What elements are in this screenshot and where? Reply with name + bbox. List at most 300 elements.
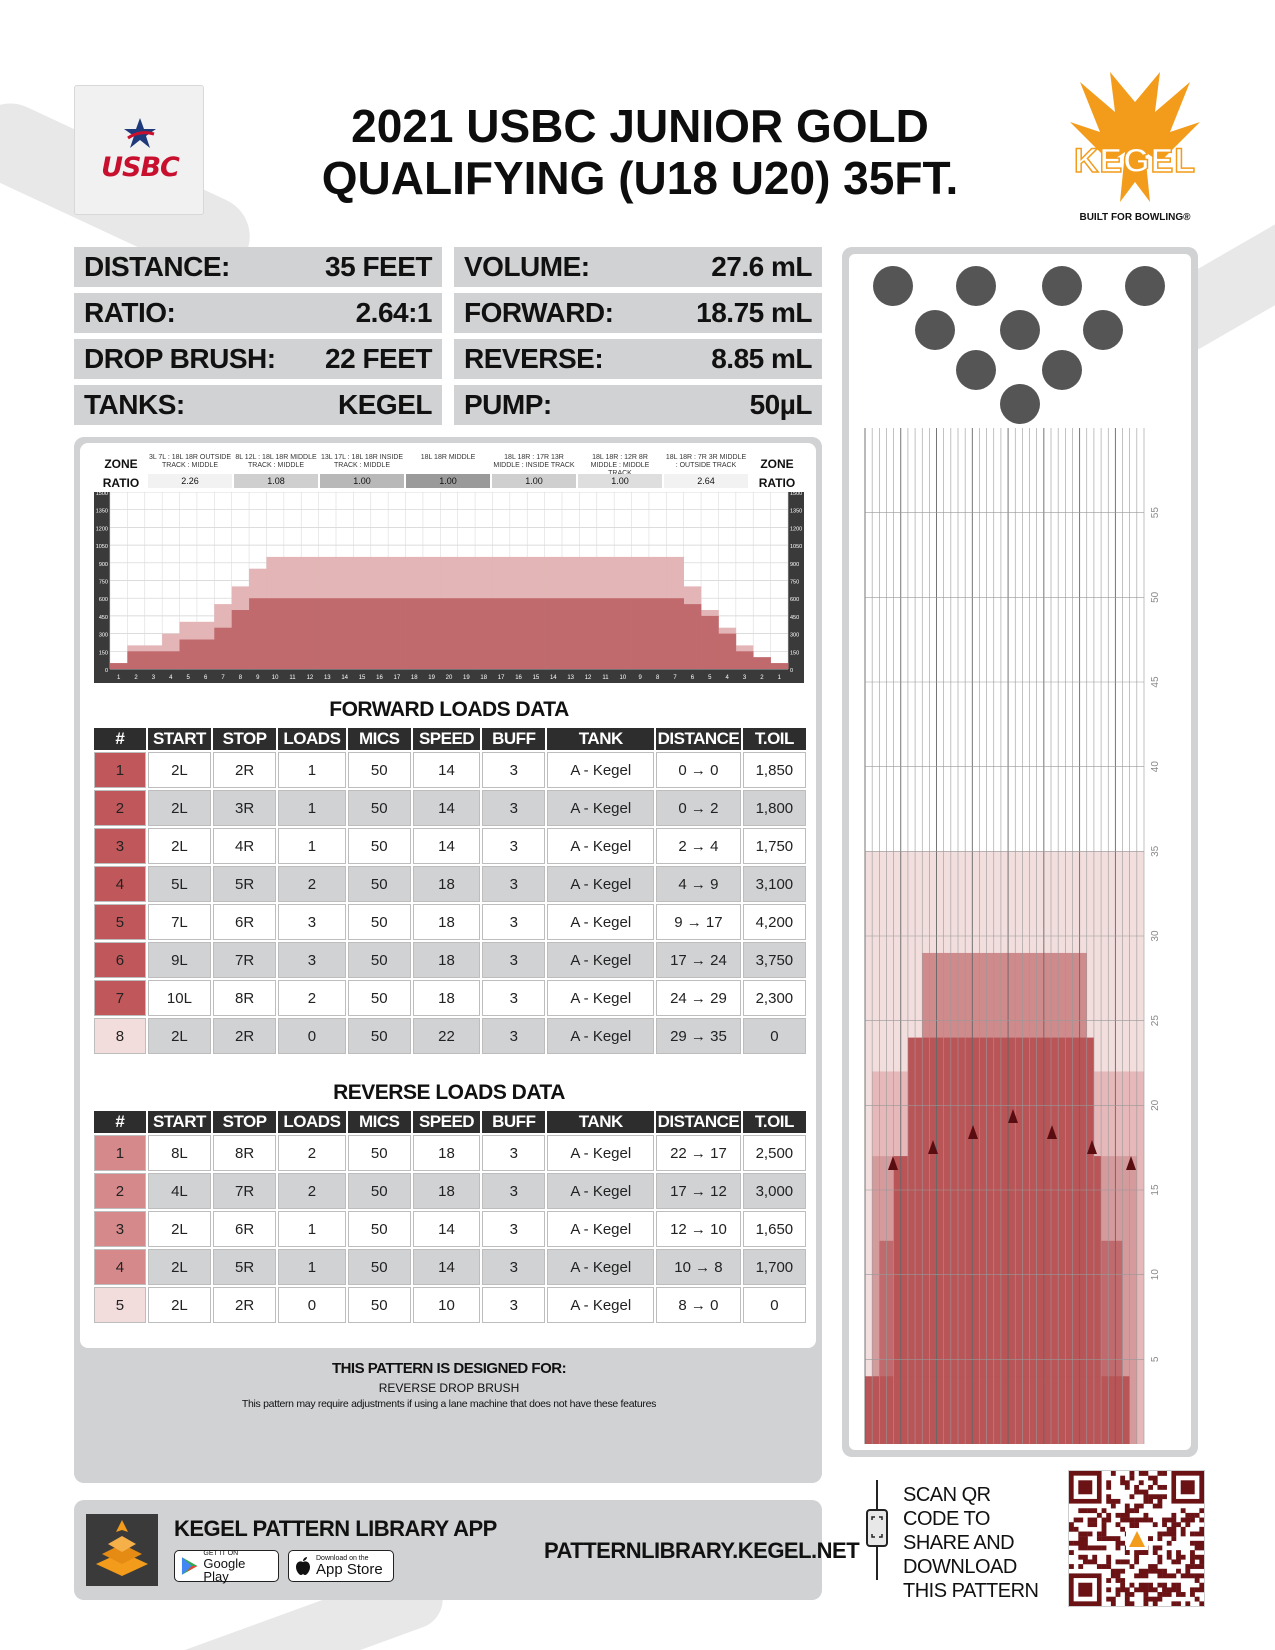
row-number: 2 — [94, 790, 146, 826]
y-tick-label: 450 — [98, 614, 108, 621]
x-tick-label: 3 — [151, 675, 156, 681]
table-cell: 17 → 12 — [656, 1173, 741, 1209]
y-tick-label: 1500 — [790, 492, 803, 497]
reverse-loads-title: REVERSE LOADS DATA — [333, 1081, 565, 1104]
title-line-1: 2021 USBC JUNIOR GOLD — [351, 100, 929, 152]
table-header: SPEED — [413, 1111, 480, 1133]
qr-module — [1116, 1545, 1121, 1550]
app-store-big: App Store — [316, 1561, 383, 1578]
foot-label: 5 — [1150, 1356, 1161, 1363]
app-title: KEGEL PATTERN LIBRARY APP — [174, 1516, 497, 1541]
row-number: 4 — [94, 1249, 146, 1285]
designed-for-feature: REVERSE DROP BRUSH — [378, 1381, 520, 1395]
qr-module — [1130, 1508, 1135, 1513]
table-cell: 3,100 — [743, 866, 806, 902]
table-cell: 3,750 — [743, 942, 806, 978]
pin-icon — [1000, 310, 1040, 350]
qr-module — [1171, 1601, 1176, 1606]
qr-module — [1181, 1573, 1186, 1578]
foot-label: 45 — [1150, 676, 1161, 688]
table-cell: 2 — [278, 866, 345, 902]
pin-icon — [915, 310, 955, 350]
qr-module — [1176, 1559, 1181, 1564]
qr-module — [1162, 1583, 1167, 1588]
qr-module — [1102, 1532, 1107, 1537]
qr-module — [1199, 1601, 1204, 1606]
x-tick-label: 14 — [341, 675, 349, 681]
qr-module — [1167, 1541, 1172, 1546]
qr-module — [1199, 1532, 1204, 1537]
qr-module — [1111, 1569, 1116, 1574]
qr-module — [1125, 1508, 1130, 1513]
x-tick-label: 15 — [532, 675, 540, 681]
qr-module — [1181, 1508, 1186, 1513]
qr-module — [1162, 1471, 1167, 1476]
y-tick-label: 750 — [98, 579, 108, 586]
qr-module — [1143, 1573, 1148, 1578]
qr-module — [1143, 1597, 1148, 1602]
table-cell: A - Kegel — [547, 1018, 654, 1054]
table-cell: 14 — [413, 790, 480, 826]
ratio-label-right: RATIO — [758, 476, 796, 490]
qr-module — [1162, 1592, 1167, 1597]
qr-module — [1083, 1545, 1088, 1550]
pin-icon — [956, 350, 996, 390]
qr-module — [1153, 1550, 1158, 1555]
ratio-label-left: RATIO — [102, 476, 140, 490]
chart-bar-forward — [214, 628, 232, 669]
qr-module — [1125, 1550, 1130, 1555]
table-cell: A - Kegel — [547, 1249, 654, 1285]
qr-module — [1106, 1578, 1111, 1583]
table-cell: 4R — [213, 828, 276, 864]
chart-bar-forward — [614, 598, 632, 669]
chart-bar-forward — [162, 651, 180, 669]
google-play-button[interactable] — [174, 1550, 279, 1582]
chart-bar-forward — [527, 598, 545, 669]
stat-volume: VOLUME: 27.6 mL — [454, 247, 822, 287]
table-cell: 2R — [213, 1287, 276, 1323]
qr-module — [1097, 1513, 1102, 1518]
table-cell: 0 — [743, 1018, 806, 1054]
chart-bar-forward — [701, 616, 719, 669]
table-header: TANK — [547, 1111, 654, 1133]
qr-module — [1167, 1550, 1172, 1555]
y-tick-label: 1350 — [790, 508, 803, 515]
y-tick-label: 150 — [790, 650, 800, 657]
table-cell: 0 — [278, 1287, 345, 1323]
table-header: BUFF — [482, 1111, 545, 1133]
qr-module — [1148, 1476, 1153, 1481]
qr-module — [1139, 1480, 1144, 1485]
qr-module — [1092, 1545, 1097, 1550]
qr-module — [1106, 1564, 1111, 1569]
qr-module — [1148, 1518, 1153, 1523]
pin-icon — [873, 266, 913, 306]
table-cell: 3 — [278, 904, 345, 940]
kegel-logo — [1060, 72, 1210, 232]
y-tick-label: 600 — [790, 597, 800, 604]
y-tick-label: 150 — [98, 650, 108, 657]
qr-module — [1195, 1587, 1200, 1592]
qr-module — [1157, 1536, 1162, 1541]
row-number: 4 — [94, 866, 146, 902]
qr-module — [1153, 1522, 1158, 1527]
qr-module — [1083, 1508, 1088, 1513]
table-cell: 2R — [213, 1018, 276, 1054]
qr-module — [1097, 1564, 1102, 1569]
designed-for-title: THIS PATTERN IS DESIGNED FOR: — [331, 1360, 567, 1377]
qr-module — [1190, 1592, 1195, 1597]
qr-module — [1125, 1601, 1130, 1606]
foot-label: 20 — [1150, 1099, 1161, 1111]
qr-module — [1120, 1559, 1125, 1564]
qr-module — [1153, 1545, 1158, 1550]
qr-module — [1171, 1527, 1176, 1532]
table-row — [94, 904, 806, 940]
stat-drop-brush: DROP BRUSH: 22 FEET — [74, 339, 442, 379]
row-number: 7 — [94, 980, 146, 1016]
app-logo-icon — [86, 1514, 158, 1586]
qr-module — [1185, 1573, 1190, 1578]
qr-module — [1078, 1508, 1083, 1513]
qr-module — [1088, 1518, 1093, 1523]
usbc-logo-text: USBC — [101, 152, 179, 183]
table-cell: 10 → 8 — [656, 1249, 741, 1285]
designed-for-section — [94, 1360, 804, 1410]
table-cell: 9L — [148, 942, 211, 978]
table-cell: 22 — [413, 1018, 480, 1054]
qr-module — [1130, 1494, 1135, 1499]
table-cell: 6R — [213, 1211, 276, 1247]
apple-icon — [295, 1556, 311, 1576]
qr-module — [1083, 1536, 1088, 1541]
qr-module — [1162, 1587, 1167, 1592]
table-cell: 50 — [348, 1287, 411, 1323]
chart-bar-forward — [597, 598, 615, 669]
qr-module — [1120, 1480, 1125, 1485]
table-cell: 18 — [413, 1173, 480, 1209]
x-tick-label: 10 — [271, 675, 279, 681]
qr-module — [1134, 1485, 1139, 1490]
qr-module — [1167, 1592, 1172, 1597]
qr-module — [1069, 1522, 1074, 1527]
table-cell: 4,200 — [743, 904, 806, 940]
row-number: 2 — [94, 1173, 146, 1209]
qr-module — [1134, 1573, 1139, 1578]
pin-icon — [1042, 350, 1082, 390]
table-cell: 3 — [482, 752, 545, 788]
chart-bar-forward — [110, 663, 128, 669]
pin-icon — [956, 266, 996, 306]
chart-bar-forward — [423, 598, 441, 669]
chart-bar-forward — [771, 663, 789, 669]
qr-finder — [1078, 1480, 1092, 1494]
qr-module — [1143, 1471, 1148, 1476]
table-cell: 5R — [213, 1249, 276, 1285]
table-cell: 5L — [148, 866, 211, 902]
qr-module — [1195, 1545, 1200, 1550]
zone-description: 8L 12L : 18L 18R MIDDLE TRACK : MIDDLE — [235, 454, 317, 469]
table-cell: 7R — [213, 1173, 276, 1209]
qr-module — [1167, 1527, 1172, 1532]
table-cell: 2L — [148, 1018, 211, 1054]
qr-module — [1176, 1587, 1181, 1592]
qr-module — [1134, 1522, 1139, 1527]
qr-module — [1083, 1555, 1088, 1560]
qr-module — [1143, 1518, 1148, 1523]
qr-module — [1185, 1513, 1190, 1518]
x-tick-label: 18 — [480, 675, 488, 681]
table-cell: 1,800 — [743, 790, 806, 826]
qr-module — [1195, 1573, 1200, 1578]
qr-module — [1157, 1504, 1162, 1509]
x-tick-label: 19 — [428, 675, 435, 681]
qr-module — [1153, 1480, 1158, 1485]
table-header: # — [94, 728, 146, 750]
qr-module — [1148, 1499, 1153, 1504]
table-cell: 4L — [148, 1173, 211, 1209]
table-cell: 8 → 0 — [656, 1287, 741, 1323]
chart-bar-forward — [319, 598, 337, 669]
qr-module — [1157, 1569, 1162, 1574]
table-cell: A - Kegel — [547, 904, 654, 940]
google-play-small: GET IT ON — [203, 1549, 239, 1557]
y-tick-label: 1200 — [790, 526, 803, 533]
qr-module — [1083, 1532, 1088, 1537]
usbc-star-icon — [122, 116, 158, 150]
qr-code-icon — [1069, 1471, 1204, 1606]
table-cell: 2L — [148, 752, 211, 788]
table-cell: 3 — [482, 790, 545, 826]
reverse-loads-table — [92, 1109, 808, 1325]
x-tick-label: 3 — [742, 675, 747, 681]
table-cell: 3 — [482, 1287, 545, 1323]
table-cell: 2 — [278, 980, 345, 1016]
qr-module — [1078, 1518, 1083, 1523]
table-cell: 50 — [348, 1173, 411, 1209]
qr-module — [1120, 1527, 1125, 1532]
table-cell: 3R — [213, 790, 276, 826]
qr-module — [1157, 1494, 1162, 1499]
qr-module — [1130, 1601, 1135, 1606]
table-cell: 50 — [348, 790, 411, 826]
qr-module — [1176, 1592, 1181, 1597]
qr-module — [1111, 1499, 1116, 1504]
table-cell: A - Kegel — [547, 828, 654, 864]
qr-module — [1148, 1587, 1153, 1592]
table-cell: 2L — [148, 1249, 211, 1285]
qr-module — [1157, 1545, 1162, 1550]
x-tick-label: 6 — [690, 675, 695, 681]
qr-module — [1143, 1601, 1148, 1606]
qr-module — [1195, 1513, 1200, 1518]
qr-module — [1125, 1559, 1130, 1564]
qr-module — [1102, 1518, 1107, 1523]
x-tick-label: 8 — [238, 675, 243, 681]
x-tick-label: 4 — [725, 675, 729, 681]
qr-module — [1074, 1518, 1079, 1523]
qr-module — [1139, 1569, 1144, 1574]
table-row — [94, 828, 806, 864]
qr-module — [1139, 1504, 1144, 1509]
zone-ratio-value: 1.00 — [578, 474, 662, 488]
qr-module — [1111, 1504, 1116, 1509]
chart-bar-forward — [684, 604, 702, 669]
zone-ratio-value: 1.08 — [234, 474, 318, 488]
qr-module — [1148, 1564, 1153, 1569]
qr-module — [1088, 1532, 1093, 1537]
x-tick-label: 17 — [497, 675, 505, 681]
qr-module — [1134, 1559, 1139, 1564]
qr-module — [1125, 1480, 1130, 1485]
qr-module — [1106, 1485, 1111, 1490]
table-cell: 1 — [278, 1249, 345, 1285]
table-cell: 10L — [148, 980, 211, 1016]
qr-module — [1078, 1536, 1083, 1541]
qr-module — [1088, 1522, 1093, 1527]
foot-label: 30 — [1150, 930, 1161, 942]
table-header: STOP — [213, 1111, 276, 1133]
table-cell: 50 — [348, 866, 411, 902]
table-row — [94, 1135, 806, 1171]
chart-bar-forward — [266, 598, 284, 669]
table-row — [94, 1249, 806, 1285]
x-tick-label: 11 — [602, 675, 609, 681]
qr-module — [1176, 1569, 1181, 1574]
table-cell: 2,300 — [743, 980, 806, 1016]
qr-module — [1171, 1532, 1176, 1537]
table-header: # — [94, 1111, 146, 1133]
row-number: 5 — [94, 904, 146, 940]
chart-bar-forward — [666, 598, 684, 669]
google-play-big: Google Play — [203, 1555, 246, 1584]
qr-module — [1167, 1555, 1172, 1560]
qr-finder — [1181, 1480, 1195, 1494]
qr-module — [1162, 1569, 1167, 1574]
qr-module — [1074, 1527, 1079, 1532]
chart-bar-forward — [718, 634, 736, 669]
qr-module — [1199, 1527, 1204, 1532]
qr-module — [1097, 1536, 1102, 1541]
qr-module — [1171, 1559, 1176, 1564]
qr-module — [1162, 1522, 1167, 1527]
qr-module — [1171, 1573, 1176, 1578]
qr-module — [1195, 1532, 1200, 1537]
qr-module — [1092, 1522, 1097, 1527]
qr-module — [1078, 1545, 1083, 1550]
qr-module — [1157, 1499, 1162, 1504]
table-cell: 2 → 4 — [656, 828, 741, 864]
table-cell: 1,750 — [743, 828, 806, 864]
qr-module — [1116, 1499, 1121, 1504]
qr-finder — [1078, 1583, 1092, 1597]
stat-tanks: TANKS: KEGEL — [74, 385, 442, 425]
app-store-button[interactable] — [288, 1550, 394, 1582]
qr-module — [1106, 1513, 1111, 1518]
table-row — [94, 1287, 806, 1323]
qr-module — [1199, 1545, 1204, 1550]
qr-module — [1157, 1532, 1162, 1537]
chart-bar-forward — [197, 640, 215, 670]
zone-description: 13L 17L : 18L 18R INSIDE TRACK : MIDDLE — [320, 454, 404, 469]
row-number: 6 — [94, 942, 146, 978]
qr-module — [1143, 1592, 1148, 1597]
qr-module — [1078, 1532, 1083, 1537]
qr-module — [1125, 1504, 1130, 1509]
table-cell: A - Kegel — [547, 1287, 654, 1323]
table-cell: 1,850 — [743, 752, 806, 788]
table-header: TANK — [547, 728, 654, 750]
table-cell: 10 — [413, 1287, 480, 1323]
qr-module — [1139, 1471, 1144, 1476]
qr-module — [1111, 1471, 1116, 1476]
lane-oil-graph — [849, 254, 1191, 1450]
qr-module — [1120, 1578, 1125, 1583]
qr-module — [1074, 1541, 1079, 1546]
qr-module — [1153, 1597, 1158, 1602]
qr-module — [1171, 1583, 1176, 1588]
table-cell: A - Kegel — [547, 1135, 654, 1171]
qr-module — [1171, 1522, 1176, 1527]
chart-bar-forward — [232, 610, 250, 669]
table-cell: 1 — [278, 828, 345, 864]
table-cell: 14 — [413, 752, 480, 788]
qr-module — [1069, 1541, 1074, 1546]
qr-module — [1120, 1476, 1125, 1481]
pattern-library-url[interactable]: PATTERNLIBRARY.KEGEL.NET — [544, 1538, 860, 1563]
zone-description: 3L 7L : 18L 18R OUTSIDE TRACK : MIDDLE — [148, 454, 232, 469]
table-row — [94, 1173, 806, 1209]
table-cell: 24 → 29 — [656, 980, 741, 1016]
table-header: DISTANCE — [657, 1112, 740, 1131]
chart-bar-forward — [440, 598, 458, 669]
qr-module — [1069, 1527, 1074, 1532]
qr-module — [1143, 1583, 1148, 1588]
qr-module — [1111, 1573, 1116, 1578]
stat-pump: PUMP: 50µL — [454, 385, 822, 425]
qr-module — [1176, 1555, 1181, 1560]
x-tick-label: 5 — [708, 675, 712, 681]
x-tick-label: 18 — [410, 675, 418, 681]
table-cell: 17 → 24 — [656, 942, 741, 978]
qr-module — [1130, 1583, 1135, 1588]
qr-module — [1195, 1597, 1200, 1602]
zone-ratio-value: 2.26 — [148, 474, 232, 488]
table-cell: 3 — [482, 942, 545, 978]
qr-module — [1120, 1583, 1125, 1588]
qr-module — [1153, 1569, 1158, 1574]
qr-module — [1195, 1564, 1200, 1569]
qr-module — [1120, 1518, 1125, 1523]
table-cell: 50 — [348, 752, 411, 788]
qr-module — [1157, 1573, 1162, 1578]
qr-code[interactable] — [1068, 1470, 1205, 1607]
x-tick-label: 9 — [638, 675, 642, 681]
table-cell: 3 — [482, 980, 545, 1016]
table-header: T.OIL — [743, 728, 806, 750]
table-header: MICS — [348, 728, 411, 750]
qr-module — [1148, 1494, 1153, 1499]
x-tick-label: 1 — [777, 675, 781, 681]
foot-label: 10 — [1150, 1269, 1161, 1281]
qr-module — [1199, 1559, 1204, 1564]
stat-distance: DISTANCE: 35 FEET — [74, 247, 442, 287]
table-cell: 8R — [213, 980, 276, 1016]
row-number: 3 — [94, 828, 146, 864]
x-tick-label: 15 — [358, 675, 366, 681]
qr-module — [1143, 1550, 1148, 1555]
